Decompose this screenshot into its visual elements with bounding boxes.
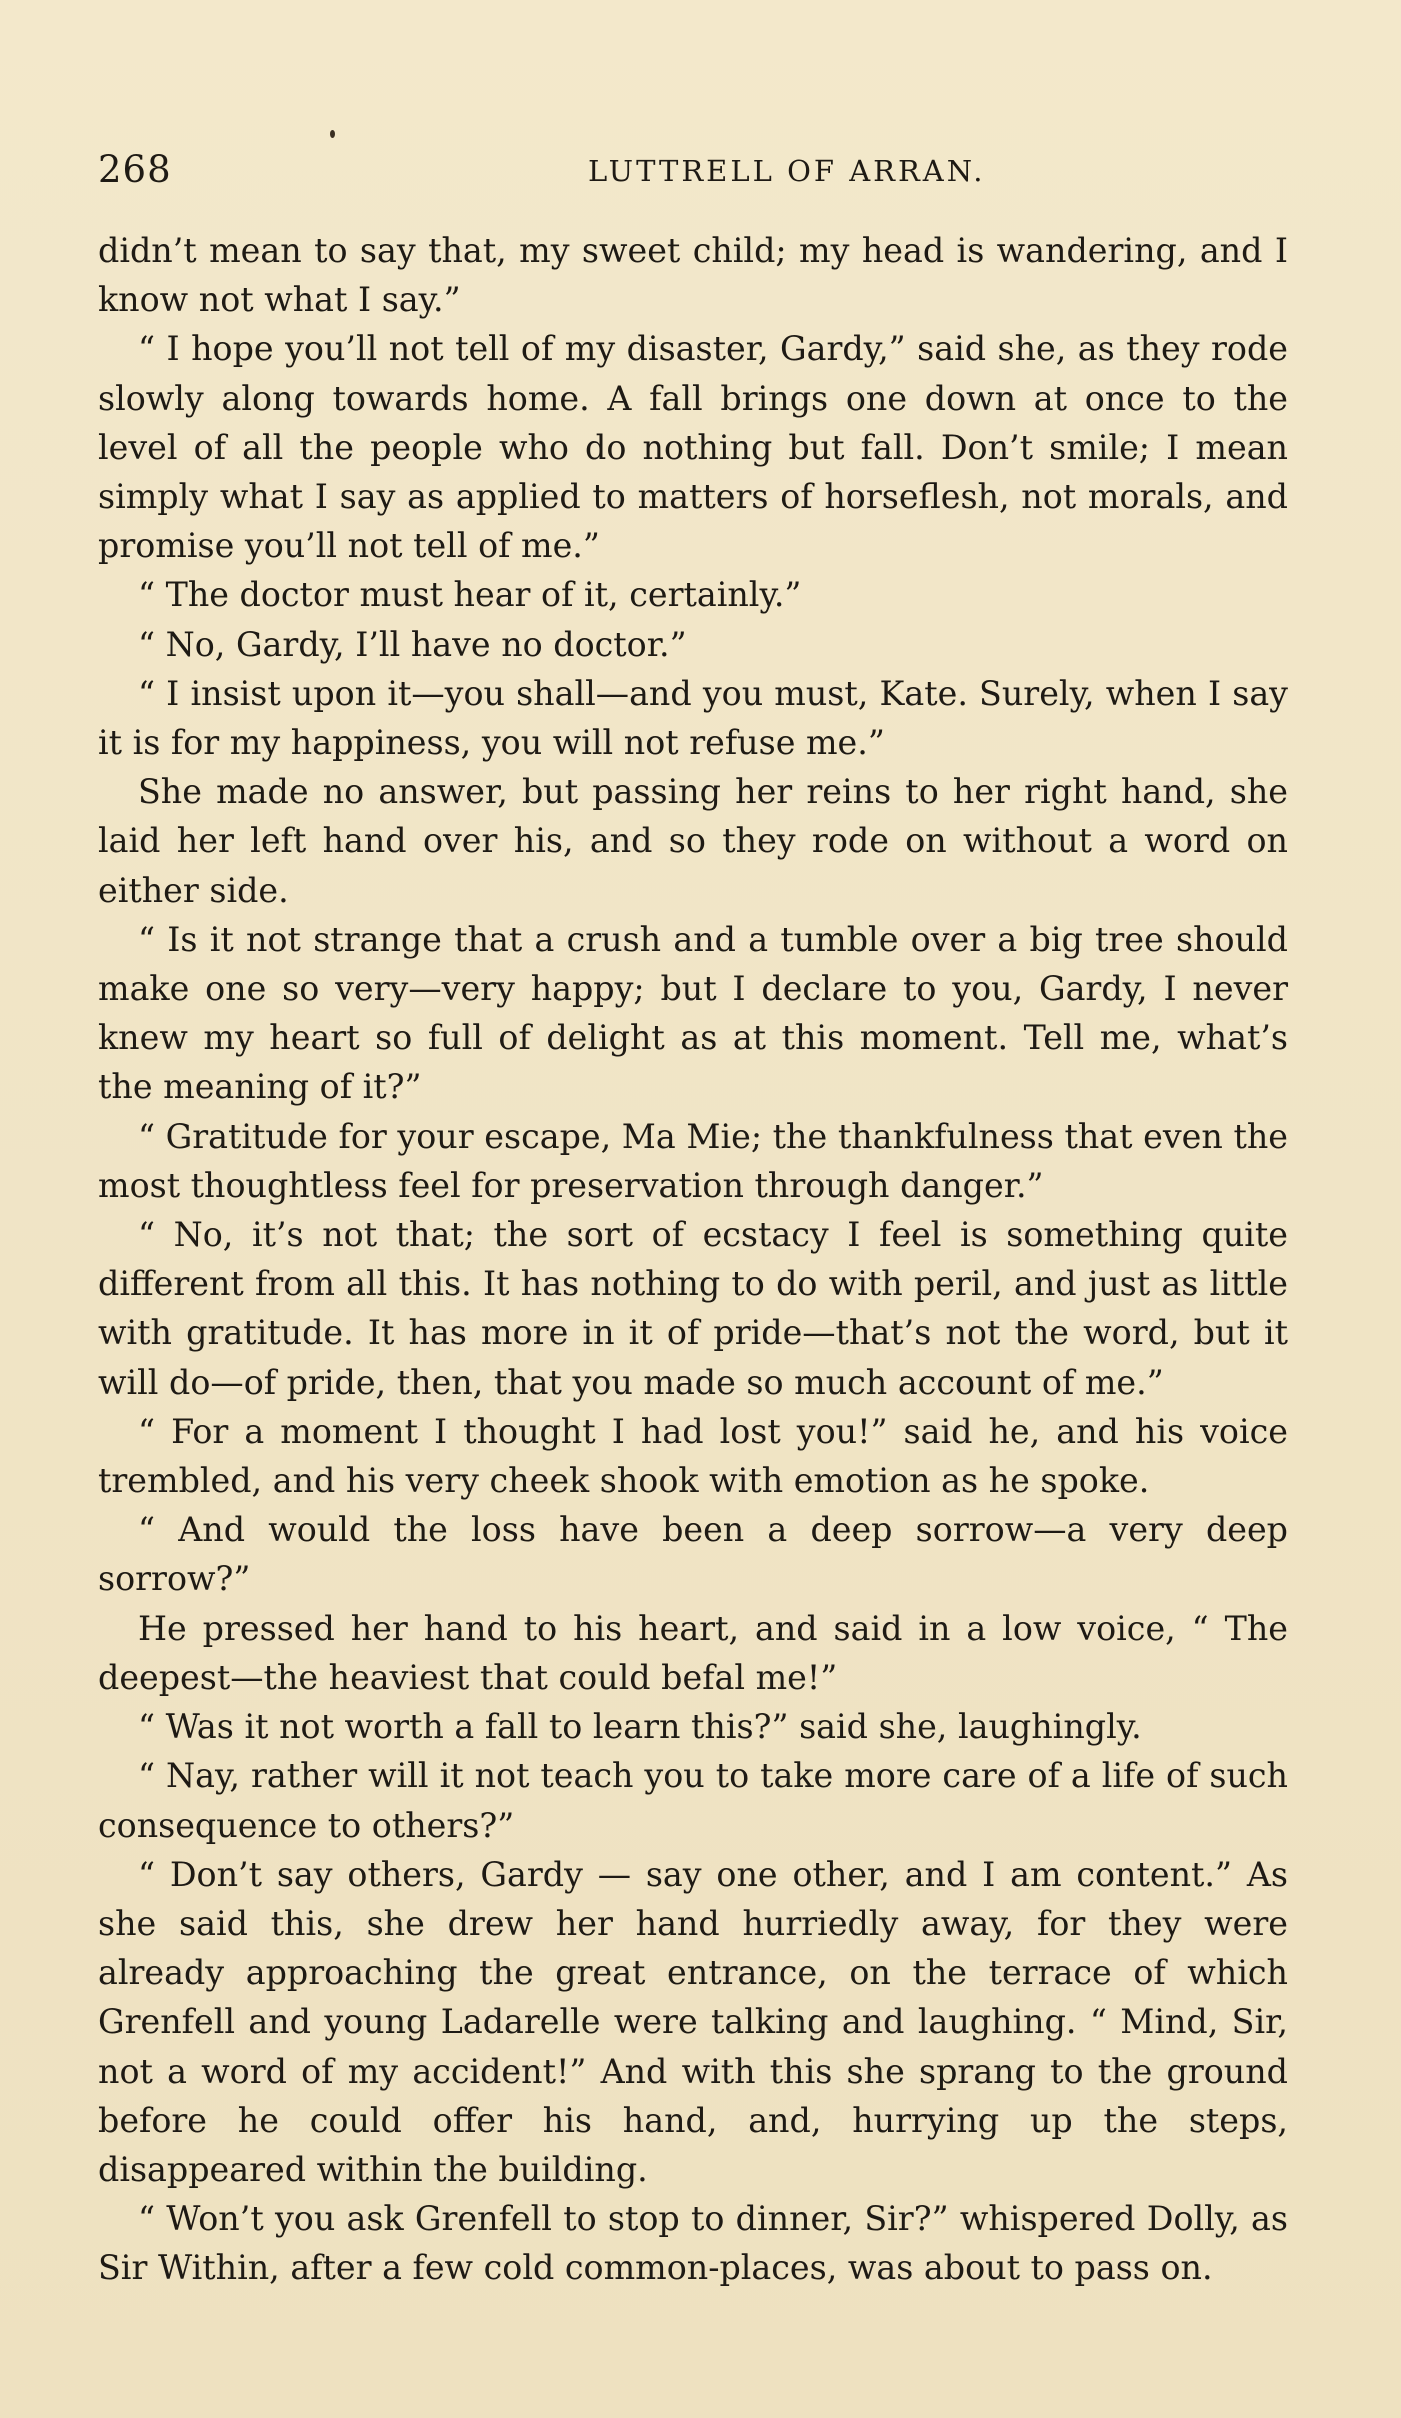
paragraph: “ Won’t you ask Grenfell to stop to dinner, Sir?” whispered Dolly, as Sir Within, after a few cold common-places, was about to pass on. (98, 2199, 1288, 2288)
paragraph: “ No, Gardy, I’ll have no doctor.” (138, 624, 687, 664)
paragraph: didn’t mean to say that, my sweet child; my head is wandering, and I know not what I say.” (98, 231, 1288, 320)
paragraph: “ No, it’s not that; the sort of ecstacy I feel is something quite different from all this. It has nothing to do with peril, and just as little with gratitude. It has more in it of pride—that’s not the word, but it will do—of pride, then, that you made so much account of me.” (98, 1215, 1288, 1402)
paragraph: “ Is it not strange that a crush and a tumble over a big tree should make one so very—very happy; but I declare to you, Gardy, I never knew my heart so full of delight as at this moment. Tell me, what’s the meaning of it?” (98, 919, 1288, 1107)
paragraph: “ Don’t say others, Gardy — say one other, and I am content.” As she said this, she drew her hand hurriedly away, for they were already approaching the great entrance, on the terrace of which Grenfell and young Ladarelle were talking and laughing. “ Mind, Sir, not a word of my accident!” And with this she sprang to the ground before he could offer his hand, and, hurrying up the steps, disappeared within the building. (98, 1854, 1288, 2189)
paragraph: “ And would the loss have been a deep sorrow—a very deep sorrow?” (98, 1510, 1288, 1599)
paragraph: “ Gratitude for your escape, Ma Mie; the thankfulness that even the most thoughtless feel for preservation through danger.” (98, 1116, 1288, 1205)
running-head: LUTTRELL OF ARRAN. (588, 154, 986, 188)
paragraph: “ Nay, rather will it not teach you to take more care of a life of such consequence to others?” (98, 1756, 1288, 1845)
paragraph: “ For a moment I thought I had lost you!” said he, and his voice trembled, and his very cheek shook with emotion as he spoke. (98, 1411, 1288, 1501)
page-header (98, 148, 1288, 208)
page-number: 268 (98, 148, 172, 191)
paragraph: “ I insist upon it—you shall—and you must, Kate. Surely, when I say it is for my happiness, you will not refuse me.” (98, 673, 1288, 763)
ink-speck (330, 130, 335, 138)
paragraph: He pressed her hand to his heart, and said in a low voice, “ The deepest—the heaviest that could befal me!” (98, 1608, 1288, 1697)
paragraph: “ The doctor must hear of it, certainly.” (138, 575, 802, 615)
body-text (98, 226, 1288, 2293)
paragraph: “ I hope you’ll not tell of my disaster, Gardy,” said she, as they rode slowly along towards home. A fall brings one down at once to the level of all the people who do nothing but fall. Don’t smile; I mean simply what I say as applied to matters of horseflesh, not morals, and promise you’ll not tell of me.” (98, 329, 1288, 566)
paragraph: She made no answer, but passing her reins to her right hand, she laid her left hand over his, and so they rode on without a word on either side. (98, 772, 1288, 910)
paragraph: “ Was it not worth a fall to learn this?” said she, laughingly. (138, 1707, 1142, 1747)
